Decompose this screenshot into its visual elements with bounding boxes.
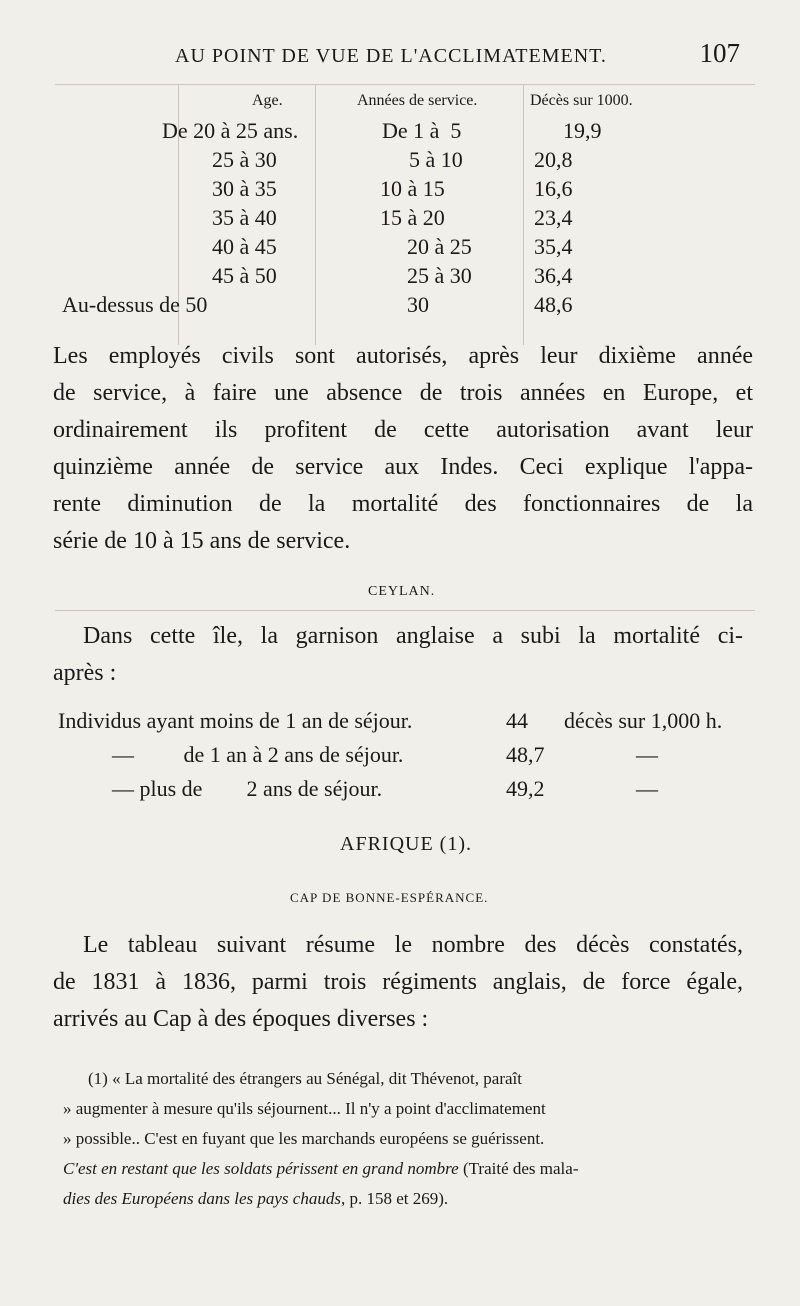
text-line: Les employés civils sont autorisés, après leur dixième année — [53, 343, 753, 369]
deaths-cell: 23,4 — [534, 205, 573, 230]
table-row — [58, 742, 758, 776]
table-row — [55, 118, 755, 147]
deaths-cell: 36,4 — [534, 263, 573, 288]
section-rule — [55, 610, 755, 611]
italic-text: C'est en restant que les soldats périssent en grand nombre — [63, 1159, 459, 1178]
section-subtitle-cap: CAP DE BONNE-ESPÉRANCE. — [290, 890, 489, 905]
page-number: 107 — [699, 38, 740, 68]
unit-cell: — — [636, 742, 658, 767]
table-row — [55, 205, 755, 234]
value-cell: 44 — [506, 708, 528, 733]
header-age: Age. — [252, 92, 283, 109]
table-row — [58, 776, 758, 810]
footnote-text: (Traité des mala- — [458, 1159, 579, 1178]
running-title: AU POINT DE VUE DE L'ACCLIMATEMENT. — [175, 45, 607, 67]
paragraph-ceylan — [53, 618, 743, 692]
age-cell: 45 à 50 — [212, 263, 277, 288]
age-cell: 30 à 35 — [212, 176, 277, 201]
text-line: série de 10 à 15 ans de service. — [53, 528, 351, 554]
text-line: quinzième année de service aux Indes. Ceci explique l'appa- — [53, 454, 753, 480]
service-cell: 30 — [407, 292, 429, 317]
paragraph-cap — [53, 927, 743, 1038]
text-line: ordinairement ils profitent de cette autorisation avant leur — [53, 417, 753, 443]
age-cell: 25 à 30 — [212, 147, 277, 172]
value-cell: 48,7 — [506, 742, 545, 767]
italic-text: dies des Européens dans les pays chauds — [63, 1189, 341, 1208]
text-line: rente diminution de la mortalité des fonctionnaires de la — [53, 491, 753, 517]
deaths-cell: 16,6 — [534, 176, 573, 201]
table-row — [55, 234, 755, 263]
unit-cell: décès sur 1,000 h. — [564, 708, 723, 733]
footnote — [63, 1064, 763, 1214]
text-line: après : — [53, 660, 117, 686]
footnote-line: (1) « La mortalité des étrangers au Sénégal, dit Thévenot, paraît — [88, 1069, 522, 1088]
deaths-cell: 48,6 — [534, 292, 573, 317]
table-header-row — [55, 90, 755, 118]
service-cell: 20 à 25 — [407, 234, 472, 259]
table-row — [55, 263, 755, 292]
age-cell: 35 à 40 — [212, 205, 277, 230]
paragraph-employes — [53, 338, 753, 560]
deaths-cell: 35,4 — [534, 234, 573, 259]
table-row — [55, 147, 755, 176]
age-cell: 40 à 45 — [212, 234, 277, 259]
text-line: Le tableau suivant résume le nombre des décès constatés, — [83, 932, 743, 958]
text-line: Dans cette île, la garnison anglaise a subi la mortalité ci- — [83, 623, 743, 649]
text-line: arrivés au Cap à des époques diverses : — [53, 1006, 429, 1032]
deaths-cell: 20,8 — [534, 147, 573, 172]
label-cell: Individus ayant moins de 1 an de séjour. — [58, 708, 413, 733]
service-cell: 15 à 20 — [380, 205, 445, 230]
header-deaths: Décès sur 1000. — [530, 92, 633, 109]
label-cell: — plus de 2 ans de séjour. — [112, 776, 383, 801]
table-row — [58, 708, 758, 742]
unit-cell: — — [636, 776, 658, 801]
footnote-line: » augmenter à mesure qu'ils séjournent... Il n'y a point d'acclimatement — [63, 1099, 546, 1118]
service-cell: 25 à 30 — [407, 263, 472, 288]
label-cell: — de 1 an à 2 ans de séjour. — [112, 742, 404, 767]
text-line: de service, à faire une absence de trois années en Europe, et — [53, 380, 753, 406]
mortality-table — [55, 90, 755, 321]
table-rule — [55, 84, 755, 85]
deaths-cell: 19,9 — [563, 118, 602, 143]
footnote-line: » possible.. C'est en fuyant que les marchands européens se guérissent. — [63, 1129, 545, 1148]
footnote-line — [63, 1154, 763, 1184]
footnote-text: , p. 158 et 269). — [340, 1189, 449, 1208]
age-cell: Au-dessus de 50 — [62, 292, 208, 317]
section-title-afrique: AFRIQUE (1). — [340, 833, 472, 855]
table-row — [55, 176, 755, 205]
value-cell: 49,2 — [506, 776, 545, 801]
service-cell: 10 à 15 — [380, 176, 445, 201]
ceylan-table — [58, 708, 758, 810]
footnote-line — [63, 1184, 763, 1214]
table-row — [55, 292, 755, 321]
service-cell: 5 à 10 — [409, 147, 463, 172]
text-line: de 1831 à 1836, parmi trois régiments anglais, de force égale, — [53, 969, 743, 995]
header-service: Années de service. — [357, 92, 478, 109]
age-cell: De 20 à 25 ans. — [162, 118, 299, 143]
page-header — [175, 38, 740, 69]
section-title-ceylan: CEYLAN. — [368, 584, 436, 599]
service-cell: De 1 à 5 — [382, 118, 462, 143]
